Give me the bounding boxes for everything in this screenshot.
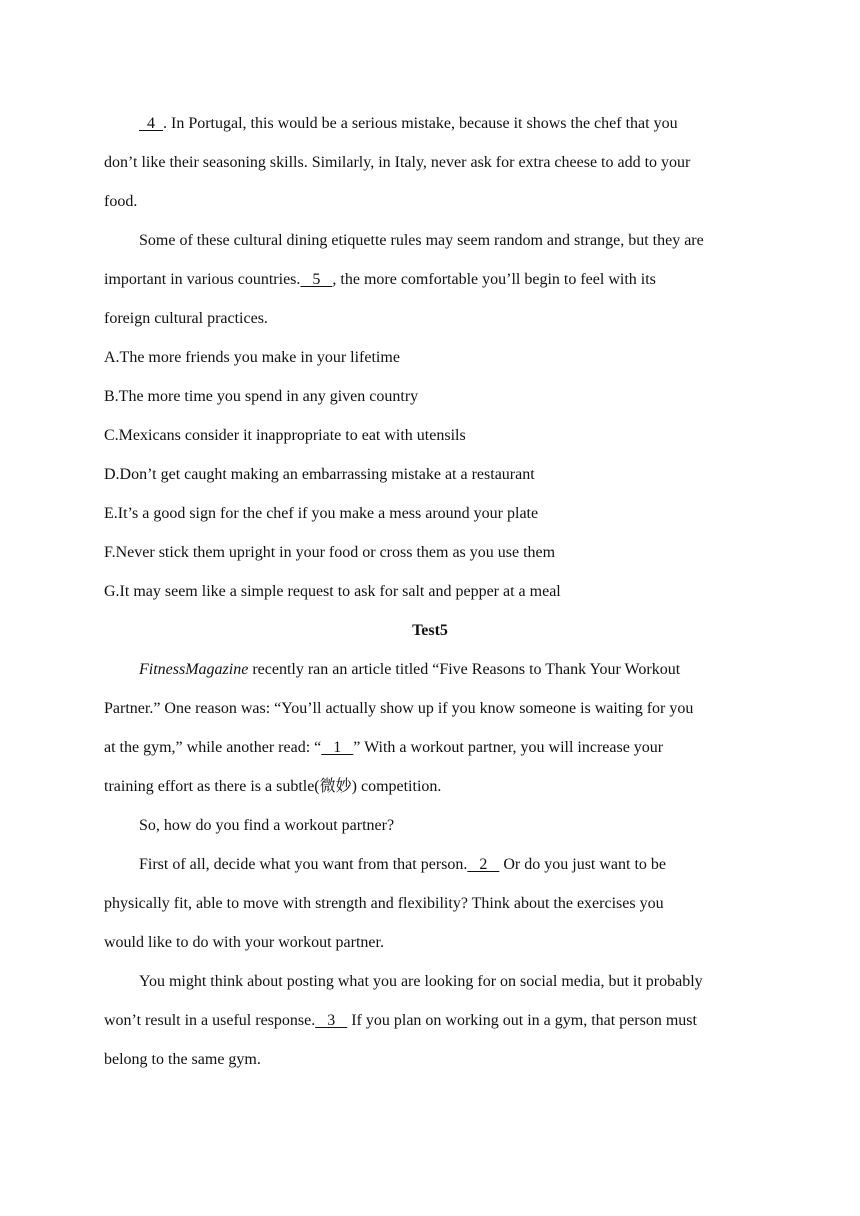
- answer-blank-2[interactable]: 2: [467, 856, 500, 873]
- paragraph-line: So, how do you find a workout partner?: [139, 817, 395, 834]
- text-span: If you plan on working out in a gym, that person must: [347, 1012, 697, 1029]
- paragraph-line: training effort as there is a subtle(微妙) competition.: [104, 778, 442, 795]
- option-b: B.The more time you spend in any given country: [104, 388, 419, 405]
- paragraph-line: [104, 845, 756, 884]
- answer-blank-1[interactable]: 1: [321, 739, 354, 756]
- text-span: First of all, decide what you want from that person.: [139, 856, 468, 873]
- answer-blank-3[interactable]: 3: [315, 1012, 348, 1029]
- paragraph-line: physically fit, able to move with strength and flexibility? Think about the exercises you: [104, 895, 664, 912]
- text-span: ” With a workout partner, you will increase your: [353, 739, 664, 756]
- paragraph-line: food.: [104, 193, 138, 210]
- paragraph-line: [104, 1001, 756, 1040]
- paragraph-line: [104, 728, 756, 767]
- text-span: important in various countries.: [104, 271, 301, 288]
- section-title: Test5: [412, 622, 448, 639]
- option-g: G.It may seem like a simple request to ask for salt and pepper at a meal: [104, 583, 561, 600]
- option-a: A.The more friends you make in your lifetime: [104, 349, 400, 366]
- answer-blank-4[interactable]: 4: [139, 115, 163, 132]
- text-span: at the gym,” while another read: “: [104, 739, 322, 756]
- option-e: E.It’s a good sign for the chef if you make a mess around your plate: [104, 505, 539, 522]
- paragraph-line: [104, 260, 756, 299]
- answer-blank-5[interactable]: 5: [300, 271, 333, 288]
- text-span: recently ran an article titled “Five Reasons to Thank Your Workout: [248, 661, 681, 678]
- option-d: D.Don’t get caught making an embarrassing mistake at a restaurant: [104, 466, 535, 483]
- text-span: won’t result in a useful response.: [104, 1012, 316, 1029]
- paragraph-line: foreign cultural practices.: [104, 310, 268, 327]
- text-span: , the more comfortable you’ll begin to feel with its: [332, 271, 656, 288]
- paragraph-line: You might think about posting what you are looking for on social media, but it probably: [139, 973, 703, 990]
- paragraph-line: would like to do with your workout partner.: [104, 934, 384, 951]
- paragraph-line: Partner.” One reason was: “You’ll actually show up if you know someone is waiting for you: [104, 700, 694, 717]
- paragraph-line: [104, 104, 756, 143]
- option-c: C.Mexicans consider it inappropriate to eat with utensils: [104, 427, 466, 444]
- paragraph-line: belong to the same gym.: [104, 1051, 261, 1068]
- paragraph-line: [104, 650, 756, 689]
- paragraph-line: don’t like their seasoning skills. Similarly, in Italy, never ask for extra cheese to add to your: [104, 154, 691, 171]
- paragraph-line: Some of these cultural dining etiquette rules may seem random and strange, but they are: [139, 232, 704, 249]
- document-page: [104, 104, 756, 1079]
- text-span: . In Portugal, this would be a serious mistake, because it shows the chef that you: [163, 115, 678, 132]
- option-f: F.Never stick them upright in your food or cross them as you use them: [104, 544, 556, 561]
- text-span: Or do you just want to be: [499, 856, 667, 873]
- magazine-name: FitnessMagazine: [139, 661, 249, 678]
